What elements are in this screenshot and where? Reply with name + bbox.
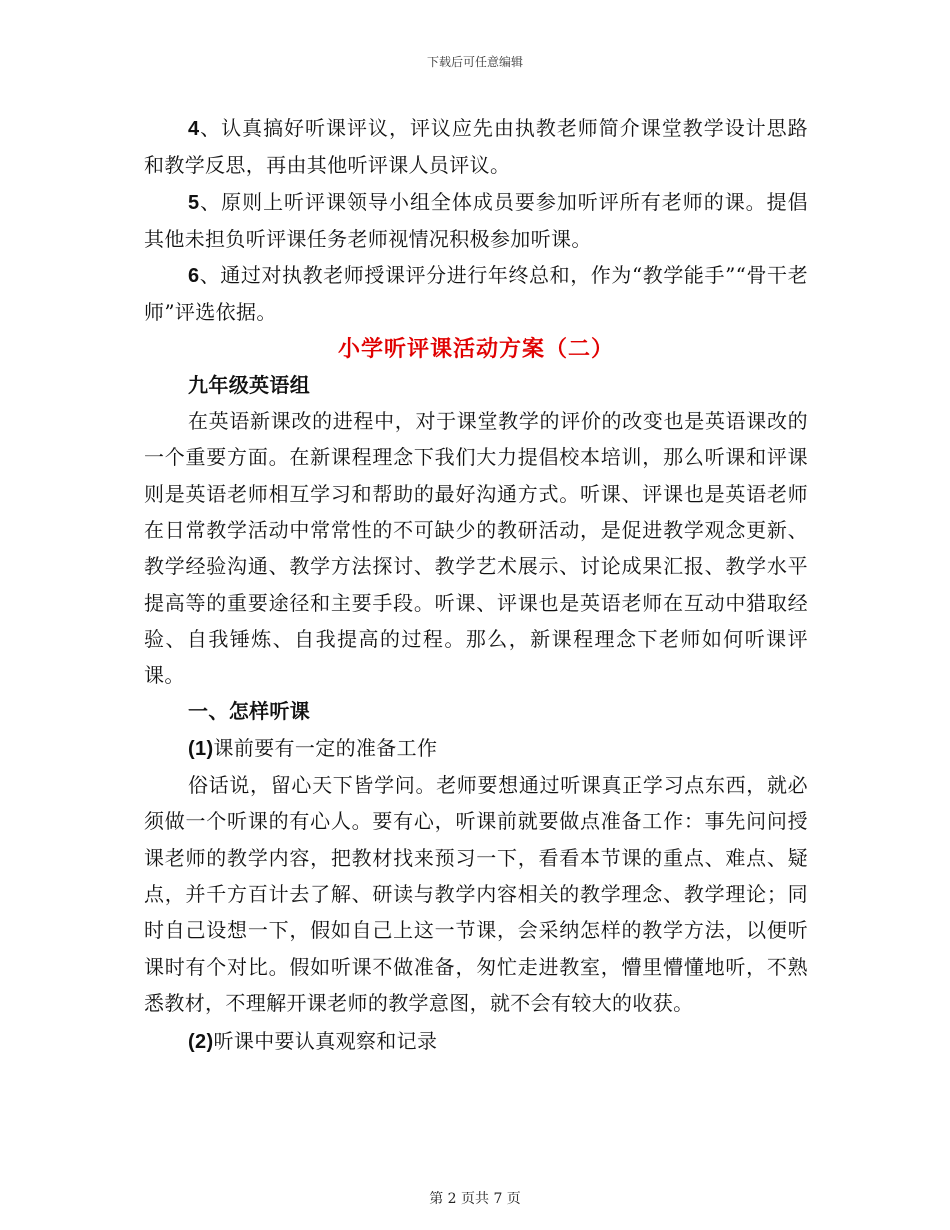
heading-how-to-listen: 一、怎样听课 — [188, 699, 311, 724]
intro-paragraph: 在英语新课改的进程中，对于课堂教学的评价的改变也是英语课改的一个重要方面。在新课程理念下我们大力提倡校本培训，那么听课和评课则是英语老师相互学习和帮助的最好沟通方式。听课、评课也是英语老师在日常教学活动中常常性的不可缺少的教研活动，是促进教学观念更新、教学经验沟通、教学方法探讨、教学艺术展示、讨论成果汇报、教学水平提高等的重要途径和主要手段。听课、评课也是英语老师在互动中猎取经验、自我锤炼、自我提高的过程。那么，新课程理念下老师如何听课评课。 — [144, 409, 808, 688]
document-body — [144, 110, 808, 1060]
item-text: 、认真搞好听课评议，评议应先由执教老师简介课堂教学设计思路和教学反思，再由其他听评课人员评议。 — [144, 116, 808, 178]
subheading-2 — [144, 1023, 808, 1060]
subheading-1 — [144, 730, 808, 767]
preparation-paragraph: 俗话说，留心天下皆学问。老师要想通过听课真正学习点东西，就必须做一个听课的有心人。要有心，听课前就要做点准备工作：事先问问授课老师的教学内容，把教材找来预习一下，看看本节课的重点、难点、疑点，并千方百计去了解、研读与教学内容相关的教学理念、教学理论；同时自己设想一下，假如自己上这一节课，会采纳怎样的教学方法，以便听课时有个对比。假如听课不做准备，匆忙走进教室，懵里懵懂地听，不熟悉教材，不理解开课老师的教学意图，就不会有较大的收获。 — [144, 773, 808, 1015]
list-item-5 — [144, 184, 808, 258]
item-number: 5 — [188, 191, 200, 214]
subheading-text: 课前要有一定的准备工作 — [213, 735, 438, 760]
page-header: 下载后可任意编辑 — [426, 55, 523, 69]
page-footer: 第 2 页共 7 页 — [429, 1191, 521, 1207]
item-text: 、通过对执教老师授课评分进行年终总和，作为“教学能手”“骨干老师”评选依据。 — [144, 263, 808, 325]
item-number: 4 — [188, 118, 200, 140]
list-item-6 — [144, 257, 808, 331]
list-item-4 — [144, 110, 808, 184]
section-title: 小学听评课活动方案（二） — [337, 335, 614, 362]
group-name: 九年级英语组 — [188, 372, 311, 397]
subheading-number: (2) — [188, 1031, 214, 1054]
item-text: 、原则上听评课领导小组全体成员要参加听评所有老师的课。提倡其他未担负听评课任务老师视情况积极参加听课。 — [144, 189, 808, 251]
item-number: 6 — [188, 265, 200, 288]
subheading-number: (1) — [188, 737, 214, 760]
subheading-text: 听课中要认真观察和记录 — [213, 1029, 438, 1054]
